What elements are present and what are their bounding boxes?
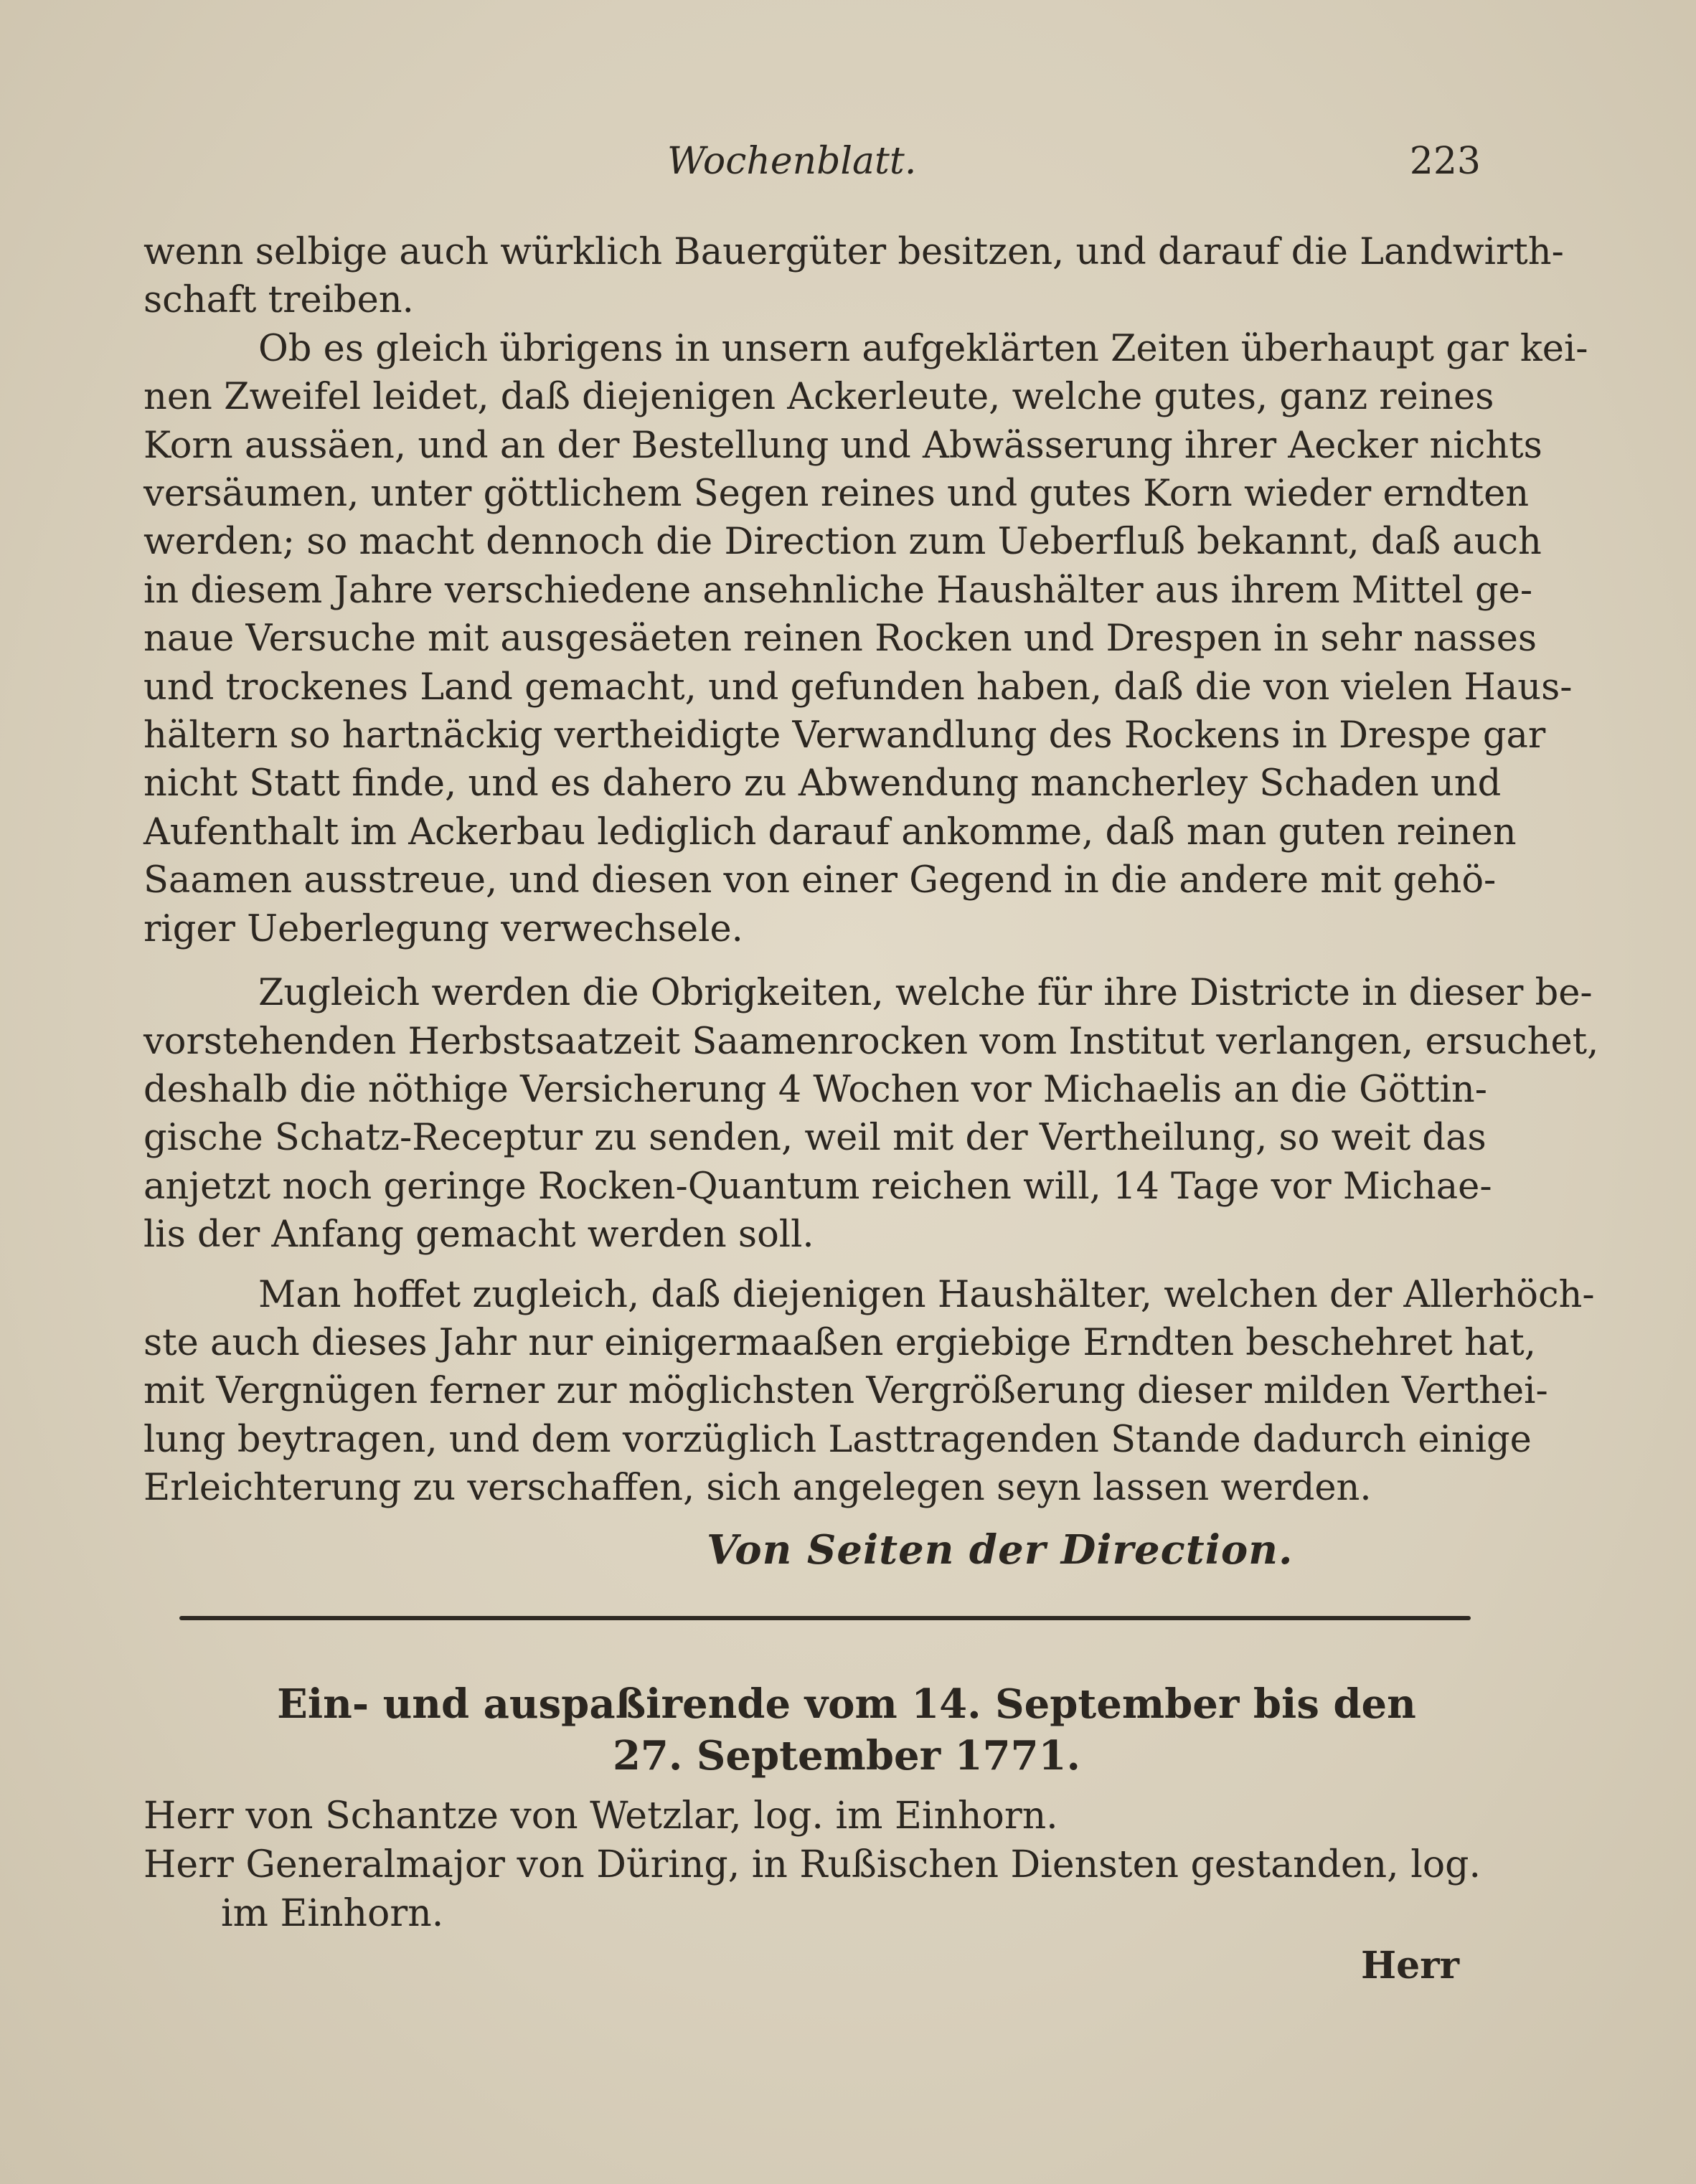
text-line: Korn aussäen, und an der Bestellung und Abwässerung ihrer Aecker nichts (143, 424, 1542, 467)
paragraph-3 (143, 969, 1599, 1259)
text-line: und trockenes Land gemacht, und gefunden haben, daß die von vielen Haus- (143, 666, 1573, 709)
text-line: Ob es gleich übrigens in unsern aufgeklärten Zeiten überhaupt gar kei- (258, 327, 1588, 370)
text-line: nen Zweifel leidet, daß diejenigen Ackerleute, welche gutes, ganz reines (143, 376, 1494, 419)
section-title-line: 27. September 1771. (612, 1732, 1081, 1779)
section-title-line: Ein- und auspaßirende vom 14. September bis den (277, 1680, 1416, 1728)
text-line: deshalb die nöthige Versicherung 4 Wochen vor Michaelis an die Göttin- (143, 1068, 1487, 1111)
article-body (143, 228, 1599, 1513)
text-line: riger Ueberlegung verwechsele. (143, 907, 743, 950)
paragraph-2 (143, 325, 1588, 953)
signature: Von Seiten der Direction. (707, 1526, 1294, 1574)
text-line: lung beytragen, und dem vorzüglich Lasttragenden Stande dadurch einige (143, 1418, 1532, 1461)
text-line: vorstehenden Herbstsaatzeit Saamenrocken vom Institut verlangen, ersuchet, (143, 1020, 1599, 1063)
paragraph-1 (143, 228, 1564, 325)
text-line: wenn selbige auch würklich Bauergüter besitzen, und darauf die Landwirth- (143, 231, 1564, 273)
text-line: werden; so macht dennoch die Direction zum Ueberfluß bekannt, daß auch (143, 521, 1542, 564)
paragraph-4 (143, 1271, 1595, 1513)
list-item-continuation: im Einhorn. (221, 1892, 444, 1935)
text-line: naue Versuche mit ausgesäeten reinen Rocken und Drespen in sehr nasses (143, 618, 1537, 661)
section-title (143, 1678, 1550, 1782)
text-line: gische Schatz-Receptur zu senden, weil mit der Vertheilung, so weit das (143, 1117, 1487, 1160)
text-line: lis der Anfang gemacht werden soll. (143, 1214, 814, 1257)
text-line: in diesem Jahre verschiedene ansehnliche Haushälter aus ihrem Mittel ge- (143, 569, 1533, 612)
list-item: Herr von Schantze von Wetzlar, log. im Einhorn. (143, 1795, 1058, 1838)
text-line: Saamen ausstreue, und diesen von einer Gegend in die andere mit gehö- (143, 859, 1497, 902)
text-line: schaft treiben. (143, 279, 414, 322)
traveller-list (143, 1792, 1481, 1938)
text-line: hältern so hartnäckig vertheidigte Verwandlung des Rockens in Drespe gar (143, 714, 1546, 757)
section-divider (179, 1616, 1471, 1620)
text-line: Aufenthalt im Ackerbau lediglich darauf ankomme, daß man guten reinen (143, 810, 1517, 854)
text-line: nicht Statt finde, und es dahero zu Abwendung mancherley Schaden und (143, 762, 1502, 805)
list-item: Herr Generalmajor von Düring, in Rußischen Diensten gestanden, log. (143, 1843, 1481, 1886)
running-title: Wochenblatt. (667, 140, 917, 183)
catchword: Herr (1360, 1944, 1459, 1987)
text-line: mit Vergnügen ferner zur möglichsten Vergrößerung dieser milden Verthei- (143, 1370, 1548, 1413)
text-line: anjetzt noch geringe Rocken-Quantum reichen will, 14 Tage vor Michae- (143, 1165, 1492, 1208)
text-line: Zugleich werden die Obrigkeiten, welche für ihre Districte in dieser be- (258, 972, 1593, 1015)
page-number: 223 (1409, 140, 1481, 183)
text-line: Erleichterung zu verschaffen, sich angelegen seyn lassen werden. (143, 1467, 1372, 1510)
text-line: ste auch dieses Jahr nur einigermaaßen ergiebige Erndten beschehret hat, (143, 1321, 1536, 1364)
text-line: versäumen, unter göttlichem Segen reines und gutes Korn wieder erndten (143, 473, 1530, 516)
text-line: Man hoffet zugleich, daß diejenigen Haushälter, welchen der Allerhöch- (258, 1273, 1595, 1316)
